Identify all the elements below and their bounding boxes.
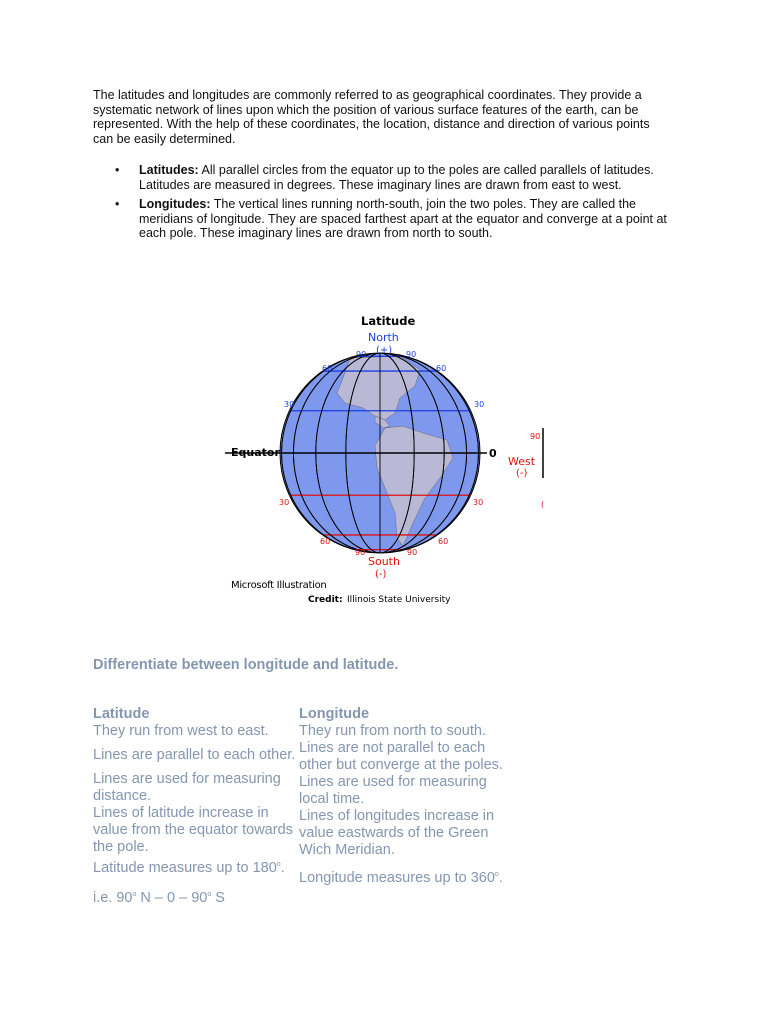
table-cell: They run from north to south. xyxy=(299,723,486,739)
table-cell: Lines are used for measuring local time. xyxy=(299,774,487,807)
microsoft-illustration-label: Microsoft Illustration xyxy=(231,580,327,591)
section-heading: Differentiate between longitude and latitude. xyxy=(93,657,399,673)
credit-label: Credit: xyxy=(308,595,343,605)
lat-label: 60 xyxy=(436,364,447,373)
latitude-globe-diagram xyxy=(225,308,555,608)
south-sign: (-) xyxy=(375,569,387,580)
lat-label: 30 xyxy=(473,498,484,507)
table-cell: Lines are used for measuring distance. xyxy=(93,771,281,804)
intro-paragraph: The latitudes and longitudes are commonly referred to as geographical coordinates. They provide a systematic network of lines upon which the position of various surface features of the earth, can be represented. With the help of these coordinates, the location, distance and direction of various points can be easily determined. xyxy=(93,88,650,146)
lat-label: 60 xyxy=(320,537,331,546)
lat-label: 30 xyxy=(279,498,290,507)
zero-label: 0 xyxy=(489,447,497,460)
bullet-icon: • xyxy=(115,163,120,177)
column-header: Latitude xyxy=(93,706,150,722)
list-item xyxy=(93,163,683,192)
lat-label: 90 xyxy=(355,548,366,557)
table-cell: Latitude measures up to 180$^o$. xyxy=(93,859,285,876)
list-item xyxy=(93,197,683,241)
lat-label: 90 xyxy=(407,548,418,557)
term: Latitudes: xyxy=(139,163,199,177)
table-cell: Longitude measures up to 360$^o$. xyxy=(299,869,503,886)
table-cell: Lines are not parallel to each other but converge at the poles. xyxy=(299,740,503,773)
north-label: North xyxy=(368,331,399,344)
north-sign: (+) xyxy=(376,345,393,356)
latitude-column xyxy=(93,706,298,907)
equator-label: Equator xyxy=(231,446,280,459)
lat-label: 60 xyxy=(438,537,449,546)
south-label: South xyxy=(368,555,400,568)
lat-label: 60 xyxy=(322,364,333,373)
table-cell: Lines of longitudes increase in value eastwards of the Green Wich Meridian. xyxy=(299,808,495,858)
west-label: West xyxy=(508,455,536,468)
definition: All parallel circles from the equator up to the poles are called parallels of latitudes. Latitudes are measured in degrees. These imaginary lines are drawn from east to west. xyxy=(139,163,654,192)
column-header: Longitude xyxy=(299,706,370,722)
lat-label: 90 xyxy=(356,350,367,359)
table-cell: They run from west to east. xyxy=(93,723,269,739)
definition: The vertical lines running north-south, join the two poles. They are called the meridians of longitude. They are spaced farthest apart at the equator and converge at a point at each pole. These imaginary lines are drawn from north to south. xyxy=(139,197,667,241)
lat-label: 90 xyxy=(406,350,417,359)
lat-label: 30 xyxy=(284,400,295,409)
table-cell: Lines of latitude increase in value from the equator towards the pole. xyxy=(93,805,293,855)
lon-label: 90 xyxy=(530,432,541,441)
credit-value: Illinois State University xyxy=(347,595,451,605)
west-sign: (-) xyxy=(516,468,528,479)
lat-label: 30 xyxy=(474,400,485,409)
table-cell: Lines are parallel to each other. xyxy=(93,747,296,763)
longitude-column xyxy=(299,706,504,887)
definition-list xyxy=(93,163,683,246)
diagram-title: Latitude xyxy=(361,314,416,328)
lon-label-cropped: ( xyxy=(541,500,545,509)
bullet-icon: • xyxy=(115,197,120,212)
table-cell: i.e. 90$^o$ N – 0 – 90$^o$ S xyxy=(93,889,225,906)
term: Longitudes: xyxy=(139,197,211,212)
